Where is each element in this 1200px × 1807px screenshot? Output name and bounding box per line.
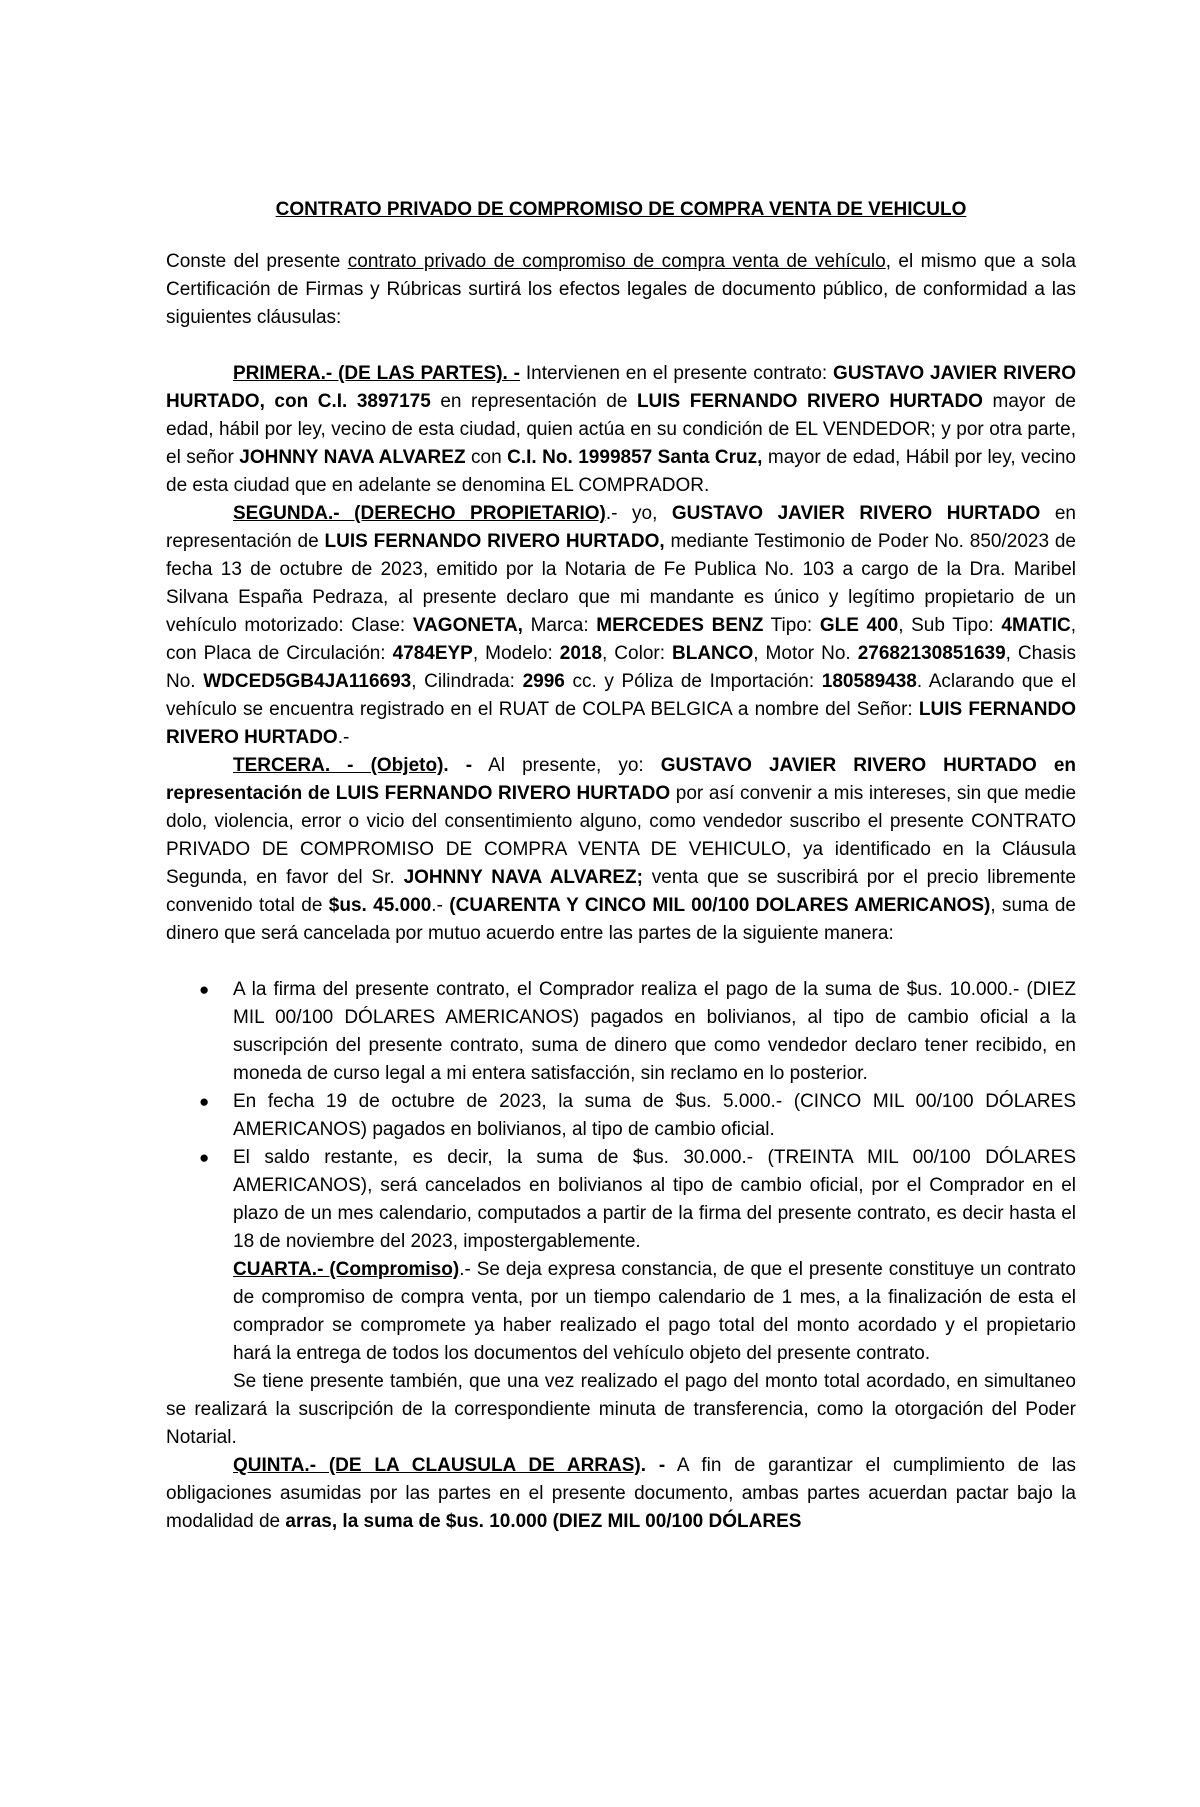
clause-quinta-heading: QUINTA.- (DE LA CLAUSULA DE ARRAS) xyxy=(233,1455,641,1476)
vehicle-cilindrada: 2996 xyxy=(522,671,565,692)
clause-text: Al presente, yo: xyxy=(472,755,661,776)
clause-text: , Sub Tipo: xyxy=(898,615,1002,636)
clause-text: cc. y Póliza de Importación: xyxy=(564,671,822,692)
clause-text: en representación de xyxy=(166,503,1076,552)
vehicle-modelo: 2018 xyxy=(559,643,603,664)
clause-text: , con Placa de Circulación: xyxy=(166,615,1077,664)
clause-heading-suffix: . - xyxy=(443,755,473,776)
clause-text: mediante Testimonio de Poder No. 850/2023 de fecha 13 de octubre de 2023, emitido por la Notaria de Fe Publica No. 103 a cargo de la Dra. Maribel Silvana España Pedraza, al presente declaro que mi mandante es único y legítimo propietario de un vehículo motorizado: Clase: xyxy=(166,531,1076,636)
clause-text: , Cilindrada: xyxy=(411,671,523,692)
clause-text: Marca: xyxy=(522,615,597,636)
list-item-text: En fecha 19 de octubre de 2023, la suma de $us. 5.000.- (CINCO MIL 00/100 DÓLARES AMERICANOS) pagados en bolivianos, al tipo de cambio oficial. xyxy=(233,1091,1076,1140)
clause-text: A fin de garantizar el cumplimiento de las obligaciones asumidas por las partes en el presente documento, ambas partes acuerdan pactar bajo la modalidad de xyxy=(166,1455,1077,1532)
clause-text: venta que se suscribirá por el precio libremente convenido total de xyxy=(166,867,1076,916)
bullet-icon: ● xyxy=(199,1092,210,1111)
clause-bold: (CUARENTA Y CINCO MIL 00/100 DOLARES AMERICANOS) xyxy=(449,895,991,916)
clause-bold: JOHNNY NAVA ALVAREZ; xyxy=(403,867,643,888)
clause-primera-heading: PRIMERA.- (DE LAS PARTES). - xyxy=(233,363,521,384)
vehicle-placa: 4784EYP xyxy=(392,643,473,664)
clause-text: , Chasis No. xyxy=(166,643,1076,692)
clause-text: , Motor No. xyxy=(753,643,858,664)
clause-cuarta xyxy=(166,1256,1076,1368)
clause-text: .- Se deja expresa constancia, de que el presente constituye un contrato de compromiso de compra venta, por un tiempo calendario de 1 mes, a la finalización de esta el comprador se compromete ya haber realizado el pago total del monto acordado y el propietario hará la entrega de todos los documentos del vehículo objeto del presente contrato. xyxy=(233,1259,1076,1364)
clause-text: . Aclarando que el vehículo se encuentra registrado en el RUAT de COLPA BELGICA a nombre del Señor: xyxy=(166,671,1076,720)
list-item-text: A la firma del presente contrato, el Comprador realiza el pago de la suma de $us. 10.000.- (DIEZ MIL 00/100 DÓLARES AMERICANOS) pagados en bolivianos, al tipo de cambio oficial a la suscripción del presente contrato, suma de dinero que como vendedor declaro tener recibido, en moneda de curso legal a mi entera satisfacción, sin reclamo en lo posterior. xyxy=(233,979,1076,1084)
payment-list xyxy=(166,976,1076,1256)
clause-bold: $us. 45.000 xyxy=(328,895,432,916)
clause-text: Tipo: xyxy=(763,615,820,636)
clause-text: .- xyxy=(431,895,450,916)
bullet-icon: ● xyxy=(199,1148,210,1167)
clause-text: , Modelo: xyxy=(472,643,560,664)
clause-bold: LUIS FERNANDO RIVERO HURTADO, xyxy=(324,531,665,552)
vehicle-clase: VAGONETA, xyxy=(412,615,523,636)
clause-text: mayor de edad, Hábil por ley, vecino de esta ciudad que en adelante se denomina EL COMPRADOR. xyxy=(166,447,1077,496)
clause-bold: C.I. No. 1999857 Santa Cruz, xyxy=(507,447,763,468)
clause-cuarta-extra: Se tiene presente también, que una vez realizado el pago del monto total acordado, en simultaneo se realizará la suscripción de la correspondiente minuta de transferencia, como la otorgación del Poder Notarial. xyxy=(166,1371,1076,1448)
clause-quinta xyxy=(166,1452,1076,1536)
clause-text: con xyxy=(465,447,508,468)
clause-text: , suma de dinero que será cancelada por mutuo acuerdo entre las partes de la siguiente manera: xyxy=(166,895,1076,944)
clause-text: mayor de edad, hábil por ley, vecino de esta ciudad, quien actúa en su condición de EL VENDEDOR; y por otra parte, el señor xyxy=(166,391,1076,468)
clause-bold: LUIS FERNANDO RIVERO HURTADO xyxy=(636,391,983,412)
bullet-icon: ● xyxy=(199,980,210,999)
clause-bold: arras, la suma de $us. 10.000 (DIEZ MIL 00/100 DÓLARES xyxy=(285,1511,802,1532)
document-title: CONTRATO PRIVADO DE COMPROMISO DE COMPRA VENTA DE VEHICULO xyxy=(275,199,967,220)
list-item xyxy=(199,976,1076,1088)
intro-text-rest: , el mismo que a sola Certificación de Firmas y Rúbricas surtirá los efectos legales de documento público, de conformidad a las siguientes cláusulas: xyxy=(166,251,1076,328)
clause-heading-suffix: . - xyxy=(640,1455,666,1476)
clause-text: por así convenir a mis intereses, sin que medie dolo, violencia, error o vicio del consentimiento alguno, como vendedor suscribo el presente CONTRATO PRIVADO DE COMPROMISO DE COMPRA VENTA DE VEHICULO, ya identificado en la Cláusula Segunda, en favor del Sr. xyxy=(166,783,1077,888)
clause-segunda xyxy=(166,500,1076,752)
vehicle-motor: 27682130851639 xyxy=(857,643,1006,664)
list-item xyxy=(199,1144,1076,1256)
clause-bold: GUSTAVO JAVIER RIVERO HURTADO, con C.I. 3897175 xyxy=(166,363,1076,412)
vehicle-color: BLANCO xyxy=(672,643,754,664)
clause-bold: GUSTAVO JAVIER RIVERO HURTADO xyxy=(671,503,1041,524)
clause-cuarta-heading: CUARTA.- (Compromiso) xyxy=(233,1259,460,1280)
clause-text: Intervienen en el presente contrato: xyxy=(520,363,834,384)
clause-text: .- xyxy=(337,727,350,748)
clause-text: , Color: xyxy=(602,643,672,664)
vehicle-tipo: GLE 400 xyxy=(819,615,899,636)
clause-primera xyxy=(166,360,1076,500)
clause-bold: JOHNNY NAVA ALVAREZ xyxy=(239,447,466,468)
intro-text: Conste del presente xyxy=(166,251,348,272)
list-item-text: El saldo restante, es decir, la suma de $us. 30.000.- (TREINTA MIL 00/100 DÓLARES AMERICANOS), será cancelados en bolivianos al tipo de cambio oficial, por el Comprador en el plazo de un mes calendario, computados a partir de la firma del presente contrato, es decir hasta el 18 de noviembre del 2023, impostergablemente. xyxy=(233,1147,1076,1252)
clause-tercera-heading: TERCERA. - (Objeto) xyxy=(233,755,444,776)
clause-bold: LUIS FERNANDO RIVERO HURTADO xyxy=(166,699,1076,748)
list-item xyxy=(199,1088,1076,1144)
clause-text: .- yo, xyxy=(605,503,672,524)
clause-segunda-heading: SEGUNDA.- (DERECHO PROPIETARIO) xyxy=(233,503,606,524)
clause-tercera xyxy=(166,752,1076,948)
vehicle-marca: MERCEDES BENZ xyxy=(596,615,764,636)
vehicle-poliza: 180589438 xyxy=(821,671,917,692)
vehicle-chasis: WDCED5GB4JA116693 xyxy=(203,671,412,692)
document-page xyxy=(166,196,1076,1536)
clause-bold: GUSTAVO JAVIER RIVERO HURTADO en representación de LUIS FERNANDO RIVERO HURTADO xyxy=(166,755,1077,804)
intro-underlined: contrato privado de compromiso de compra venta de vehículo xyxy=(347,251,886,272)
vehicle-subtipo: 4MATIC xyxy=(1001,615,1071,636)
intro-paragraph xyxy=(166,248,1076,332)
clause-text: en representación de xyxy=(430,391,637,412)
